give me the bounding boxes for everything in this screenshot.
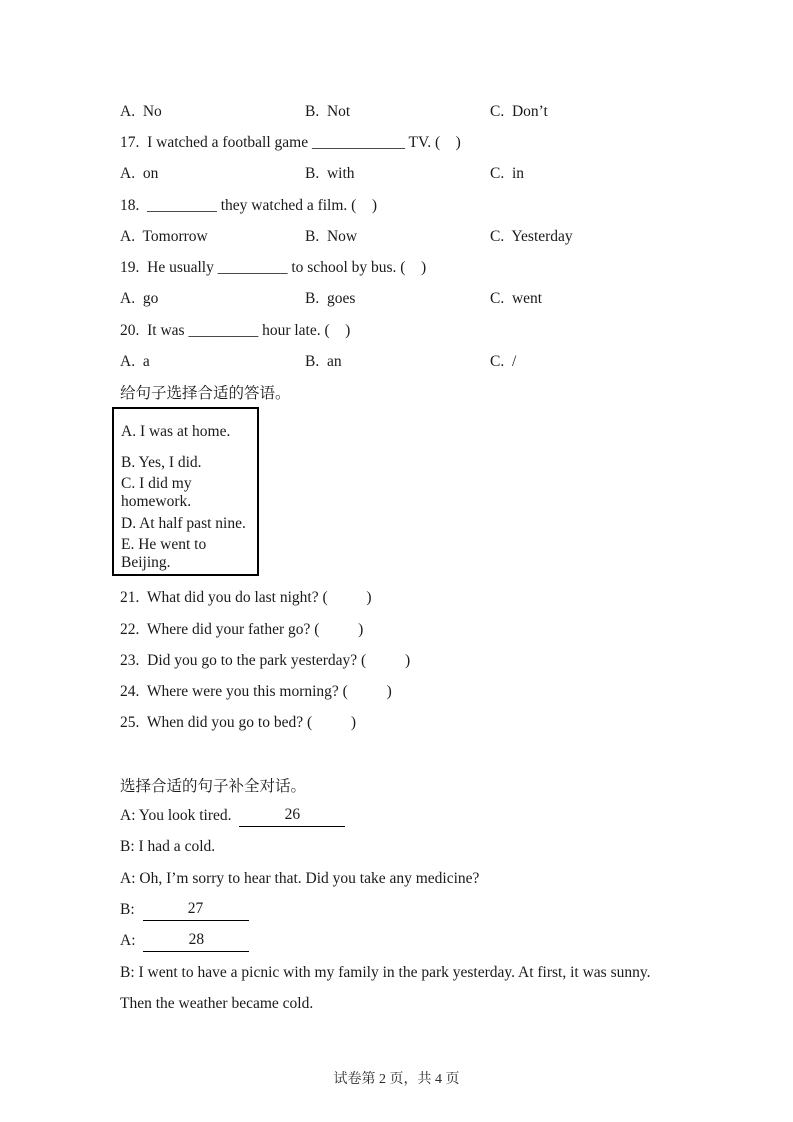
match-question-22: 22. Where did your father go? ( ) bbox=[120, 620, 364, 638]
match-question-21: 21. What did you do last night? ( ) bbox=[120, 589, 372, 607]
dialogue-line: B: I had a cold. bbox=[120, 838, 216, 856]
dialogue-line bbox=[120, 894, 678, 925]
mc-question-20: 20. It was _________ hour late. ( ) bbox=[120, 321, 351, 339]
mc-option-a: A. a bbox=[120, 353, 150, 371]
match-question-25: 25. When did you go to bed? ( ) bbox=[120, 714, 357, 732]
section-heading-reply-match: 给句子选择合适的答语。 bbox=[120, 385, 291, 403]
dialogue-line: B: I went to have a picnic with my family in the park yesterday. At first, it was sunny. Then the weather became cold. bbox=[120, 963, 655, 1013]
dialogue-text: B: bbox=[120, 900, 139, 918]
dialogue-line bbox=[120, 800, 678, 831]
mc-question-17: 17. I watched a football game ____________ TV. ( ) bbox=[120, 133, 461, 151]
mc-option-row bbox=[120, 96, 678, 127]
box-option-d: D. At half past nine. bbox=[121, 514, 246, 532]
mc-option-a: A. No bbox=[120, 102, 162, 120]
box-option-e: E. He went to Beijing. bbox=[121, 536, 211, 572]
dialogue-section bbox=[120, 769, 678, 1020]
mc-option-a: A. go bbox=[120, 290, 159, 308]
mc-option-row bbox=[120, 159, 678, 190]
match-question-23: 23. Did you go to the park yesterday? ( ) bbox=[120, 651, 411, 669]
box-option-a: A. I was at home. bbox=[121, 422, 231, 440]
match-question-24: 24. Where were you this morning? ( ) bbox=[120, 683, 392, 701]
answer-options-box bbox=[112, 407, 259, 576]
page-footer: 试卷第 2 页，共 4 页 bbox=[333, 1072, 460, 1087]
mc-option-b: B. with bbox=[305, 165, 355, 183]
box-option-c: C. I did my homework. bbox=[121, 475, 196, 511]
mc-option-c: C. went bbox=[490, 290, 543, 308]
mc-option-c: C. Yesterday bbox=[490, 227, 573, 245]
dialogue-text: A: bbox=[120, 932, 140, 950]
mc-question-19: 19. He usually _________ to school by bus. ( ) bbox=[120, 259, 427, 277]
mc-option-b: B. an bbox=[305, 353, 342, 371]
mc-option-row bbox=[120, 221, 678, 252]
mc-option-c: C. in bbox=[490, 165, 525, 183]
mc-option-a: A. Tomorrow bbox=[120, 227, 208, 245]
mc-option-b: B. Now bbox=[305, 227, 358, 245]
dialogue-line bbox=[120, 926, 678, 957]
section-heading-dialogue: 选择合适的句子补全对话。 bbox=[120, 777, 307, 795]
mc-option-row bbox=[120, 284, 678, 315]
dialogue-line: A: Oh, I’m sorry to hear that. Did you take any medicine? bbox=[120, 869, 480, 887]
exam-page-content bbox=[120, 96, 678, 1020]
mc-option-b: B. goes bbox=[305, 290, 356, 308]
mc-option-c: C. / bbox=[490, 353, 517, 371]
blank-28: 28 bbox=[143, 930, 249, 952]
mc-question-18: 18. _________ they watched a film. ( ) bbox=[120, 196, 377, 214]
mc-option-a: A. on bbox=[120, 165, 159, 183]
box-option-b: B. Yes, I did. bbox=[121, 453, 202, 471]
dialogue-text: A: You look tired. bbox=[120, 807, 236, 825]
mc-option-c: C. Don’t bbox=[490, 102, 548, 120]
blank-27: 27 bbox=[143, 899, 249, 921]
mc-option-row bbox=[120, 346, 678, 377]
mc-option-b: B. Not bbox=[305, 102, 351, 120]
blank-26: 26 bbox=[239, 805, 345, 827]
